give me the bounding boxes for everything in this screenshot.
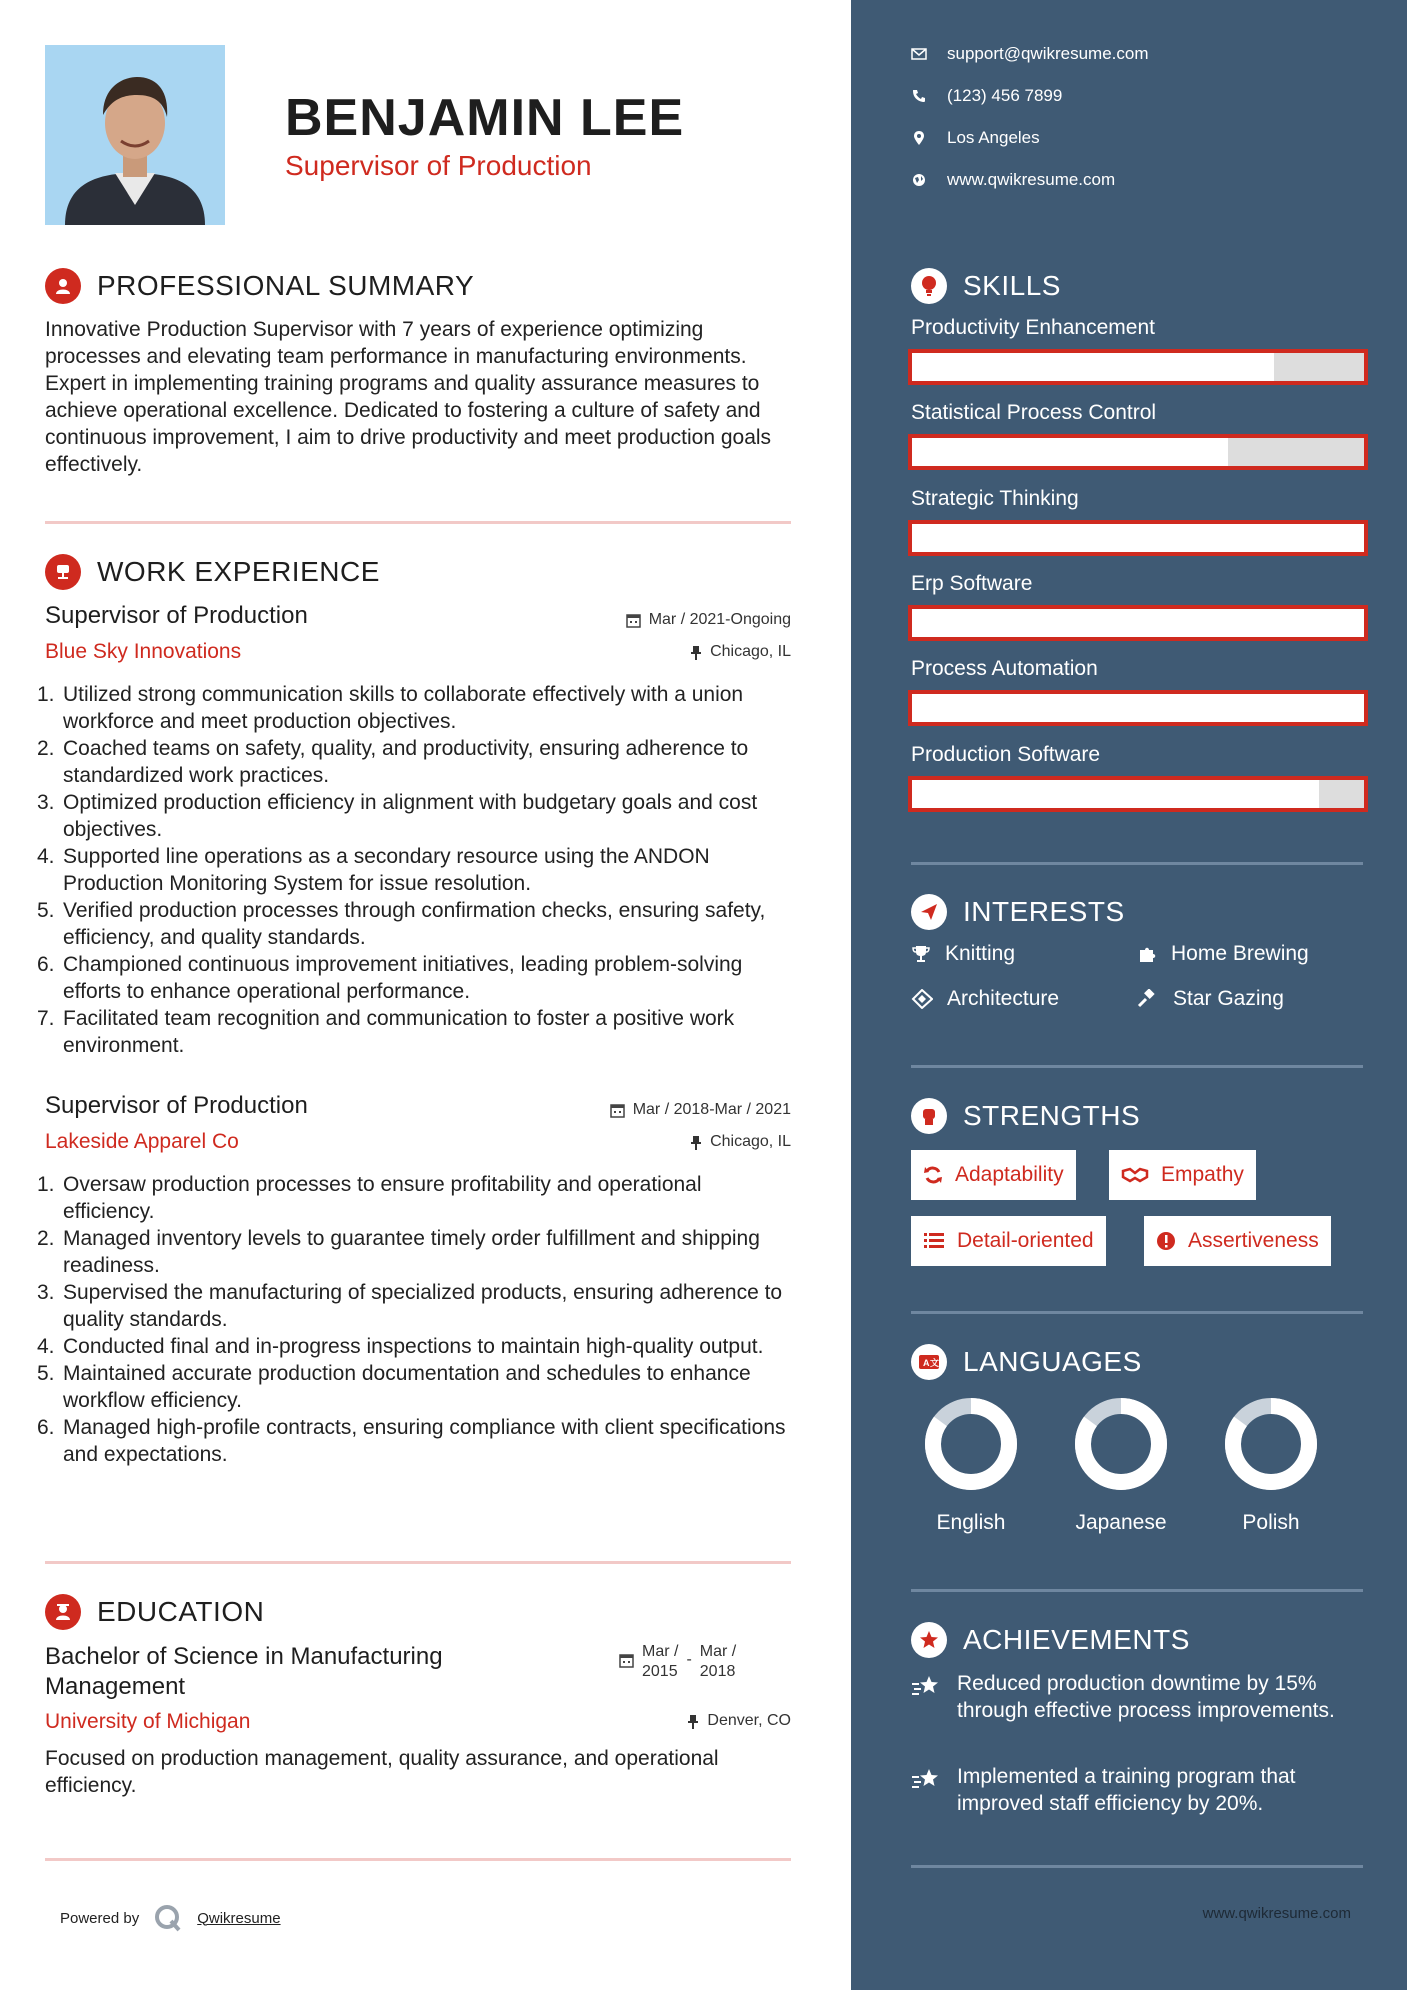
job-location-text: Chicago, IL: [710, 643, 791, 660]
contact-email: [911, 44, 1149, 64]
calendar-icon: [610, 1103, 625, 1118]
strengths-title: STRENGTHS: [963, 1100, 1141, 1131]
user-icon: [45, 268, 81, 304]
skill-label: Production Software: [911, 743, 1101, 766]
shooting-star-icon: [911, 1670, 943, 1724]
strength-badge: Adaptability: [911, 1150, 1076, 1200]
handshake-icon: [1121, 1165, 1149, 1185]
section-divider: [45, 521, 791, 524]
qwikresume-logo-icon: [153, 1903, 183, 1933]
language-ring: [1221, 1394, 1321, 1494]
job-title: Supervisor of Production: [45, 602, 308, 629]
interest-item: Home Brewing: [1137, 942, 1309, 966]
contact-phone-text[interactable]: (123) 456 7899: [947, 86, 1063, 105]
job-title: Supervisor of Production: [45, 1092, 308, 1119]
interests-heading: [911, 894, 1125, 930]
languages-title: LANGUAGES: [963, 1346, 1142, 1377]
svg-text:A: A: [923, 1358, 930, 1368]
refresh-icon: [923, 1165, 943, 1185]
ticket-icon: [911, 989, 933, 1009]
job-dates-text: Mar / 2018-Mar / 2021: [632, 1101, 791, 1118]
powered-by: [60, 1903, 281, 1933]
pin-icon: [690, 1135, 702, 1150]
star-badge-icon: [911, 1622, 947, 1658]
envelope-icon: [911, 46, 927, 62]
work-title: WORK EXPERIENCE: [97, 556, 380, 587]
contact-website: [911, 170, 1115, 190]
section-divider: [911, 862, 1363, 865]
job-location: [690, 643, 791, 661]
language-item: [1211, 1394, 1331, 1535]
contact-location: [911, 128, 1040, 148]
puzzle-icon: [1137, 944, 1157, 964]
work-heading: [45, 554, 380, 590]
contact-website-text[interactable]: www.qwikresume.com: [947, 170, 1116, 189]
skill-bar: [908, 605, 1368, 641]
svg-text:文: 文: [930, 1358, 940, 1368]
language-label: English: [936, 1511, 1006, 1534]
job-company: Blue Sky Innovations: [45, 640, 242, 663]
section-divider: [911, 1311, 1363, 1314]
list-item: 6. Managed high-profile contracts, ensuring compliance with client specifications and expectations.: [37, 1416, 786, 1466]
candidate-role: Supervisor of Production: [285, 150, 592, 181]
skill-bar: [908, 349, 1368, 385]
section-divider: [45, 1858, 791, 1861]
strength-badge: Empathy: [1109, 1150, 1256, 1200]
graduate-icon: [45, 1594, 81, 1630]
job-location-text: Chicago, IL: [710, 1133, 791, 1150]
job-dates-text: Mar / 2021-Ongoing: [648, 611, 791, 628]
summary-heading: [45, 268, 474, 304]
list-item: 5. Verified production processes through confirmation checks, ensuring safety, efficiency, and quality standards.: [37, 899, 766, 949]
pin-icon: [687, 1714, 699, 1729]
contact-phone: [911, 86, 1062, 106]
language-label: Japanese: [1075, 1511, 1167, 1534]
list-item: 2. Coached teams on safety, quality, and productivity, ensuring adherence to standardized work practices.: [37, 737, 749, 787]
list-item: 4. Conducted final and in-progress inspections to maintain high-quality output.: [37, 1335, 764, 1358]
gavel-icon: [1137, 989, 1159, 1009]
language-ring: [1071, 1394, 1171, 1494]
job-bullets: [37, 681, 795, 1059]
list-item: 1. Utilized strong communication skills to collaborate effectively with a union workforce and meet production objectives.: [37, 683, 744, 733]
summary-title: PROFESSIONAL SUMMARY: [97, 270, 475, 301]
list-item: 7. Facilitated team recognition and communication to foster a positive work environment.: [37, 1007, 735, 1057]
contact-location-text: Los Angeles: [947, 128, 1040, 147]
skill-bar: [908, 776, 1368, 812]
skill-bar: [908, 690, 1368, 726]
lightbulb-icon: [911, 268, 947, 304]
globe-icon: [911, 172, 927, 188]
job-dates: [610, 1101, 791, 1119]
summary-text: Innovative Production Supervisor with 7 years of experience optimizing processes and elevating team performance in manufacturing environments. Expert in implementing training programs and quality assurance measures to achieve operational excellence. Dedicated to fostering a culture of safety and continuous improvement, I aim to drive productivity and meet production goals effectively.: [45, 318, 772, 476]
job-bullets: [37, 1171, 795, 1468]
list-item: 3. Supervised the manufacturing of specialized products, ensuring adherence to quality standards.: [37, 1281, 783, 1331]
calendar-icon: [626, 613, 641, 628]
job-location: [690, 1133, 791, 1151]
achievements-title: ACHIEVEMENTS: [963, 1624, 1190, 1655]
shooting-star-icon: [911, 1763, 943, 1817]
skill-label: Strategic Thinking: [911, 487, 1079, 510]
skill-label: Productivity Enhancement: [911, 316, 1155, 339]
paper-plane-icon: [911, 894, 947, 930]
achievements-heading: [911, 1622, 1190, 1658]
briefcase-icon: [45, 554, 81, 590]
education-heading: [45, 1594, 264, 1630]
list-item: 5. Maintained accurate production documentation and schedules to enhance workflow efficiency.: [37, 1362, 751, 1412]
education-location: [687, 1712, 791, 1730]
footer-website[interactable]: www.qwikresume.com: [1202, 1905, 1351, 1922]
list-item: 3. Optimized production efficiency in alignment with budgetary goals and cost objectives.: [37, 791, 758, 841]
education-description: Focused on production management, quality assurance, and operational efficiency.: [45, 1747, 719, 1797]
list-item: 1. Oversaw production processes to ensure profitability and operational efficiency.: [37, 1173, 702, 1223]
date-start: Mar / 2015: [642, 1643, 679, 1680]
calendar-icon: [619, 1653, 634, 1668]
exclamation-icon: [1156, 1231, 1176, 1251]
list-item: 2. Managed inventory levels to guarantee timely order fulfillment and shipping readiness.: [37, 1227, 760, 1277]
job-company: Lakeside Apparel Co: [45, 1130, 239, 1153]
skill-bar: [908, 520, 1368, 556]
phone-icon: [911, 88, 927, 104]
list-item: 4. Supported line operations as a secondary resource using the ANDON Production Monitoring System for issue resolution.: [37, 845, 710, 895]
trophy-icon: [911, 944, 931, 964]
pin-icon: [690, 645, 702, 660]
contact-email-text[interactable]: support@qwikresume.com: [947, 44, 1149, 63]
interests-title: INTERESTS: [963, 896, 1125, 927]
sidebar: [851, 0, 1407, 1990]
section-divider: [911, 1865, 1363, 1868]
skill-label: Statistical Process Control: [911, 401, 1157, 424]
degree-title: Bachelor of Science in Manufacturing Management: [45, 1643, 443, 1700]
interest-item: Architecture: [911, 987, 1059, 1011]
section-divider: [45, 1561, 791, 1564]
list-item: 6. Championed continuous improvement initiatives, leading problem-solving efforts to enhance operational performance.: [37, 953, 743, 1003]
languages-heading: [911, 1344, 1142, 1380]
profile-photo: [45, 45, 225, 225]
skills-heading: [911, 268, 1061, 304]
date-separator: -: [686, 1651, 692, 1668]
interest-item: Knitting: [911, 942, 1015, 966]
section-divider: [911, 1589, 1363, 1592]
translate-icon: [911, 1344, 947, 1380]
map-marker-icon: [911, 130, 927, 146]
date-end: Mar / 2018: [699, 1643, 737, 1680]
skill-bar: [908, 434, 1368, 470]
achievement-item: Implemented a training program that improved staff efficiency by 20%.: [911, 1763, 1371, 1817]
language-ring: [921, 1394, 1021, 1494]
powered-by-label: Powered by: [60, 1909, 140, 1927]
strength-badge: Assertiveness: [1144, 1216, 1331, 1266]
skill-label: Process Automation: [911, 657, 1098, 680]
education-title: EDUCATION: [97, 1596, 265, 1627]
interest-item: Star Gazing: [1137, 987, 1284, 1011]
language-item: [1061, 1394, 1181, 1535]
achievement-item: Reduced production downtime by 15% through effective process improvements.: [911, 1670, 1371, 1724]
skills-title: SKILLS: [963, 270, 1061, 301]
language-item: [911, 1394, 1031, 1535]
list-icon: [923, 1231, 945, 1251]
qwikresume-link[interactable]: Qwikresume: [197, 1909, 281, 1927]
school-name: University of Michigan: [45, 1710, 251, 1733]
skill-label: Erp Software: [911, 572, 1033, 595]
job-dates: [626, 611, 791, 629]
candidate-name: BENJAMIN LEE: [285, 89, 685, 147]
language-label: Polish: [1242, 1511, 1300, 1534]
section-divider: [911, 1065, 1363, 1068]
education-location-text: Denver, CO: [707, 1712, 791, 1729]
strength-badge: Detail-oriented: [911, 1216, 1106, 1266]
education-dates: [619, 1642, 736, 1682]
fist-icon: [911, 1098, 947, 1134]
strengths-heading: [911, 1098, 1140, 1134]
